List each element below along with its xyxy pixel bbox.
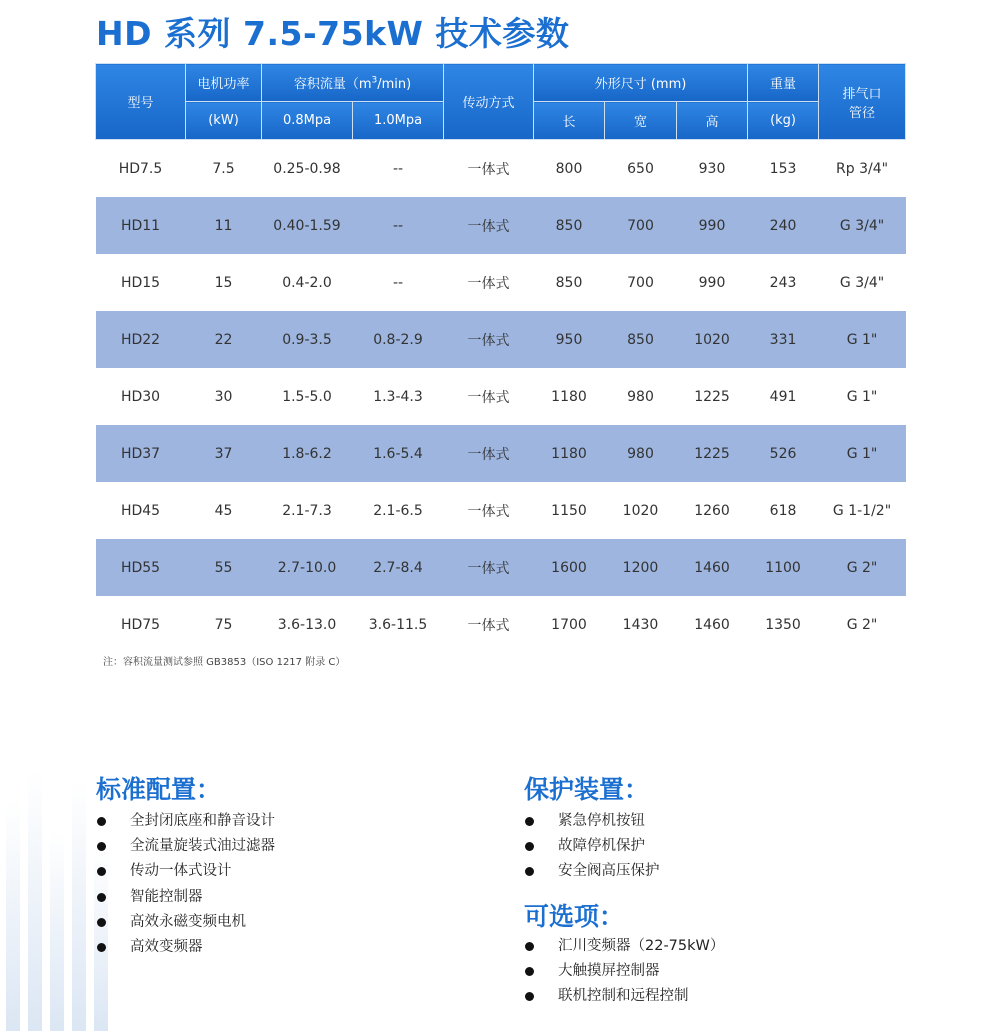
cell-length: 1600 [534,539,605,596]
bullet-icon [525,842,534,851]
cell-height: 1460 [694,616,730,633]
options-title: 可选项： [524,902,625,931]
cell-flow-10: -- [392,160,404,177]
cell-width: 650 [627,160,654,177]
cell-power: 55 [186,539,262,596]
cell-width: 850 [605,311,677,368]
cell-weight: 618 [769,502,797,519]
list-item: 智能控制器 [97,885,275,910]
cell-outlet: G 3/4" [819,197,906,254]
cell-width: 1200 [605,539,677,596]
header-weight-unit: (kg) [748,102,819,140]
cell-weight: 1350 [765,616,801,633]
cell-flow-08: 0.4-2.0 [282,274,332,291]
cell-outlet: Rp 3/4" [836,160,889,177]
header-dimensions: 外形尺寸 (mm) [534,64,748,102]
list-item: 安全阀高压保护 [525,859,660,884]
cell-outlet: G 2" [819,539,906,596]
cell-length: 800 [555,160,583,177]
cell-model: HD55 [96,539,186,596]
bullet-icon [97,867,106,876]
cell-width: 700 [627,274,654,291]
table-row [96,596,906,653]
cell-flow-10: 0.8-2.9 [353,311,444,368]
cell-model: HD11 [96,197,186,254]
cell-drive: 一体式 [467,275,510,292]
cell-height: 930 [698,160,726,177]
cell-drive: 一体式 [467,617,510,634]
list-item: 紧急停机按钮 [525,809,660,834]
header-width: 宽 [605,102,677,140]
cell-flow-10: 2.7-8.4 [353,539,444,596]
header-drive: 传动方式 [444,64,534,140]
cell-outlet: G 1-1/2" [832,502,892,519]
cell-weight: 153 [769,160,797,177]
cell-flow-08: 1.5-5.0 [282,388,332,405]
cell-drive: 一体式 [444,539,534,596]
cell-length: 1150 [551,502,587,519]
table-row [96,311,906,368]
header-flow: 容积流量$(m^3/\min)$ [262,64,444,102]
list-item: 故障停机保护 [525,834,660,859]
cell-power: 30 [214,388,233,405]
cell-power: 45 [214,502,233,519]
list-item: 大触摸屏控制器 [525,959,724,984]
cell-drive: 一体式 [467,389,510,406]
cell-model: HD15 [120,274,161,291]
table-row [96,425,906,482]
cell-weight: 1100 [748,539,819,596]
bullet-icon [525,867,534,876]
cell-length: 1180 [534,425,605,482]
cell-model: HD37 [96,425,186,482]
cell-width: 700 [605,197,677,254]
list-item: 汇川变频器（22-75kW） [525,934,724,959]
bullet-icon [97,842,106,851]
cell-weight: 526 [748,425,819,482]
spec-table [95,63,906,653]
cell-model: HD7.5 [118,160,163,177]
cell-drive: 一体式 [444,425,534,482]
cell-weight: 240 [748,197,819,254]
cell-flow-08: 0.25-0.98 [273,160,341,177]
list-item: 全流量旋装式油过滤器 [97,834,275,859]
cell-height: 990 [698,274,726,291]
cell-flow-10: 2.1-6.5 [373,502,423,519]
cell-flow-08: 2.1-7.3 [282,502,332,519]
cell-model: HD22 [96,311,186,368]
header-weight: 重量 [748,64,819,102]
table-row [96,539,906,596]
header-outlet: 排气口 管径 [819,64,906,140]
cell-model: HD75 [120,616,161,633]
header-flow-08: 0.8Mpa [262,102,353,140]
cell-width: 980 [605,425,677,482]
cell-flow-10: 1.6-5.4 [353,425,444,482]
cell-outlet: G 2" [846,616,878,633]
cell-power: 7.5 [212,160,235,177]
cell-length: 950 [534,311,605,368]
cell-power: 75 [214,616,233,633]
bullet-icon [97,817,106,826]
table-row [96,254,906,311]
cell-weight: 243 [769,274,797,291]
cell-flow-10: 3.6-11.5 [368,616,428,633]
cell-weight: 331 [748,311,819,368]
header-model: 型号 [96,64,186,140]
cell-outlet: G 3/4" [839,274,885,291]
list-item: 高效永磁变频电机 [97,910,275,935]
cell-height: 1225 [694,388,730,405]
cell-flow-08: 0.9-3.5 [262,311,353,368]
cell-power: 22 [186,311,262,368]
cell-flow-10: 1.3-4.3 [373,388,423,405]
protection-list [525,809,660,885]
cell-height: 1460 [677,539,748,596]
page-title: HD 系列 7.5-75kW 技术参数 [96,14,570,53]
footnote: 注：容积流量测试参照 GB3853（ISO 1217 附录 C） [103,657,346,668]
bullet-icon [525,967,534,976]
cell-height: 990 [677,197,748,254]
cell-length: 850 [534,197,605,254]
cell-width: 1020 [622,502,659,519]
table-row [96,140,906,198]
cell-flow-08: 3.6-13.0 [277,616,337,633]
header-length: 长 [534,102,605,140]
header-power: 电机功率 [186,64,262,102]
bullet-icon [97,893,106,902]
cell-weight: 491 [769,388,797,405]
cell-length: 1180 [551,388,587,405]
cell-drive: 一体式 [467,503,510,520]
header-power-unit: (kW) [186,102,262,140]
cell-flow-08: 0.40-1.59 [262,197,353,254]
cell-outlet: G 1" [819,425,906,482]
cell-model: HD45 [120,502,161,519]
protection-title: 保护装置： [524,775,650,804]
list-item: 全封闭底座和静音设计 [97,809,275,834]
bullet-icon [525,942,534,951]
header-height: 高 [677,102,748,140]
list-item: 联机控制和远程控制 [525,984,724,1009]
table-row [96,197,906,254]
cell-flow-10: -- [392,274,404,291]
cell-height: 1260 [694,502,730,519]
bullet-icon [97,918,106,927]
cell-power: 11 [186,197,262,254]
cell-power: 37 [186,425,262,482]
background-decoration [0,761,110,1031]
cell-width: 1430 [622,616,659,633]
cell-width: 980 [627,388,654,405]
cell-drive: 一体式 [444,311,534,368]
cell-length: 1700 [551,616,587,633]
list-item: 高效变频器 [97,935,275,960]
table-row [96,368,906,425]
cell-height: 1020 [677,311,748,368]
cell-flow-08: 2.7-10.0 [262,539,353,596]
standard-config-title: 标准配置： [96,775,222,804]
cell-model: HD30 [120,388,161,405]
cell-height: 1225 [677,425,748,482]
bullet-icon [525,992,534,1001]
bullet-icon [525,817,534,826]
list-item: 传动一体式设计 [97,859,275,884]
cell-length: 850 [555,274,583,291]
cell-flow-08: 1.8-6.2 [262,425,353,482]
cell-outlet: G 1" [819,311,906,368]
standard-config-list [97,809,275,960]
header-flow-10: 1.0Mpa [353,102,444,140]
table-row [96,482,906,539]
cell-drive: 一体式 [467,161,510,178]
bullet-icon [97,943,106,952]
cell-outlet: G 1" [846,388,878,405]
cell-power: 15 [214,274,233,291]
options-list [525,934,724,1010]
cell-flow-10: -- [353,197,444,254]
cell-drive: 一体式 [444,197,534,254]
